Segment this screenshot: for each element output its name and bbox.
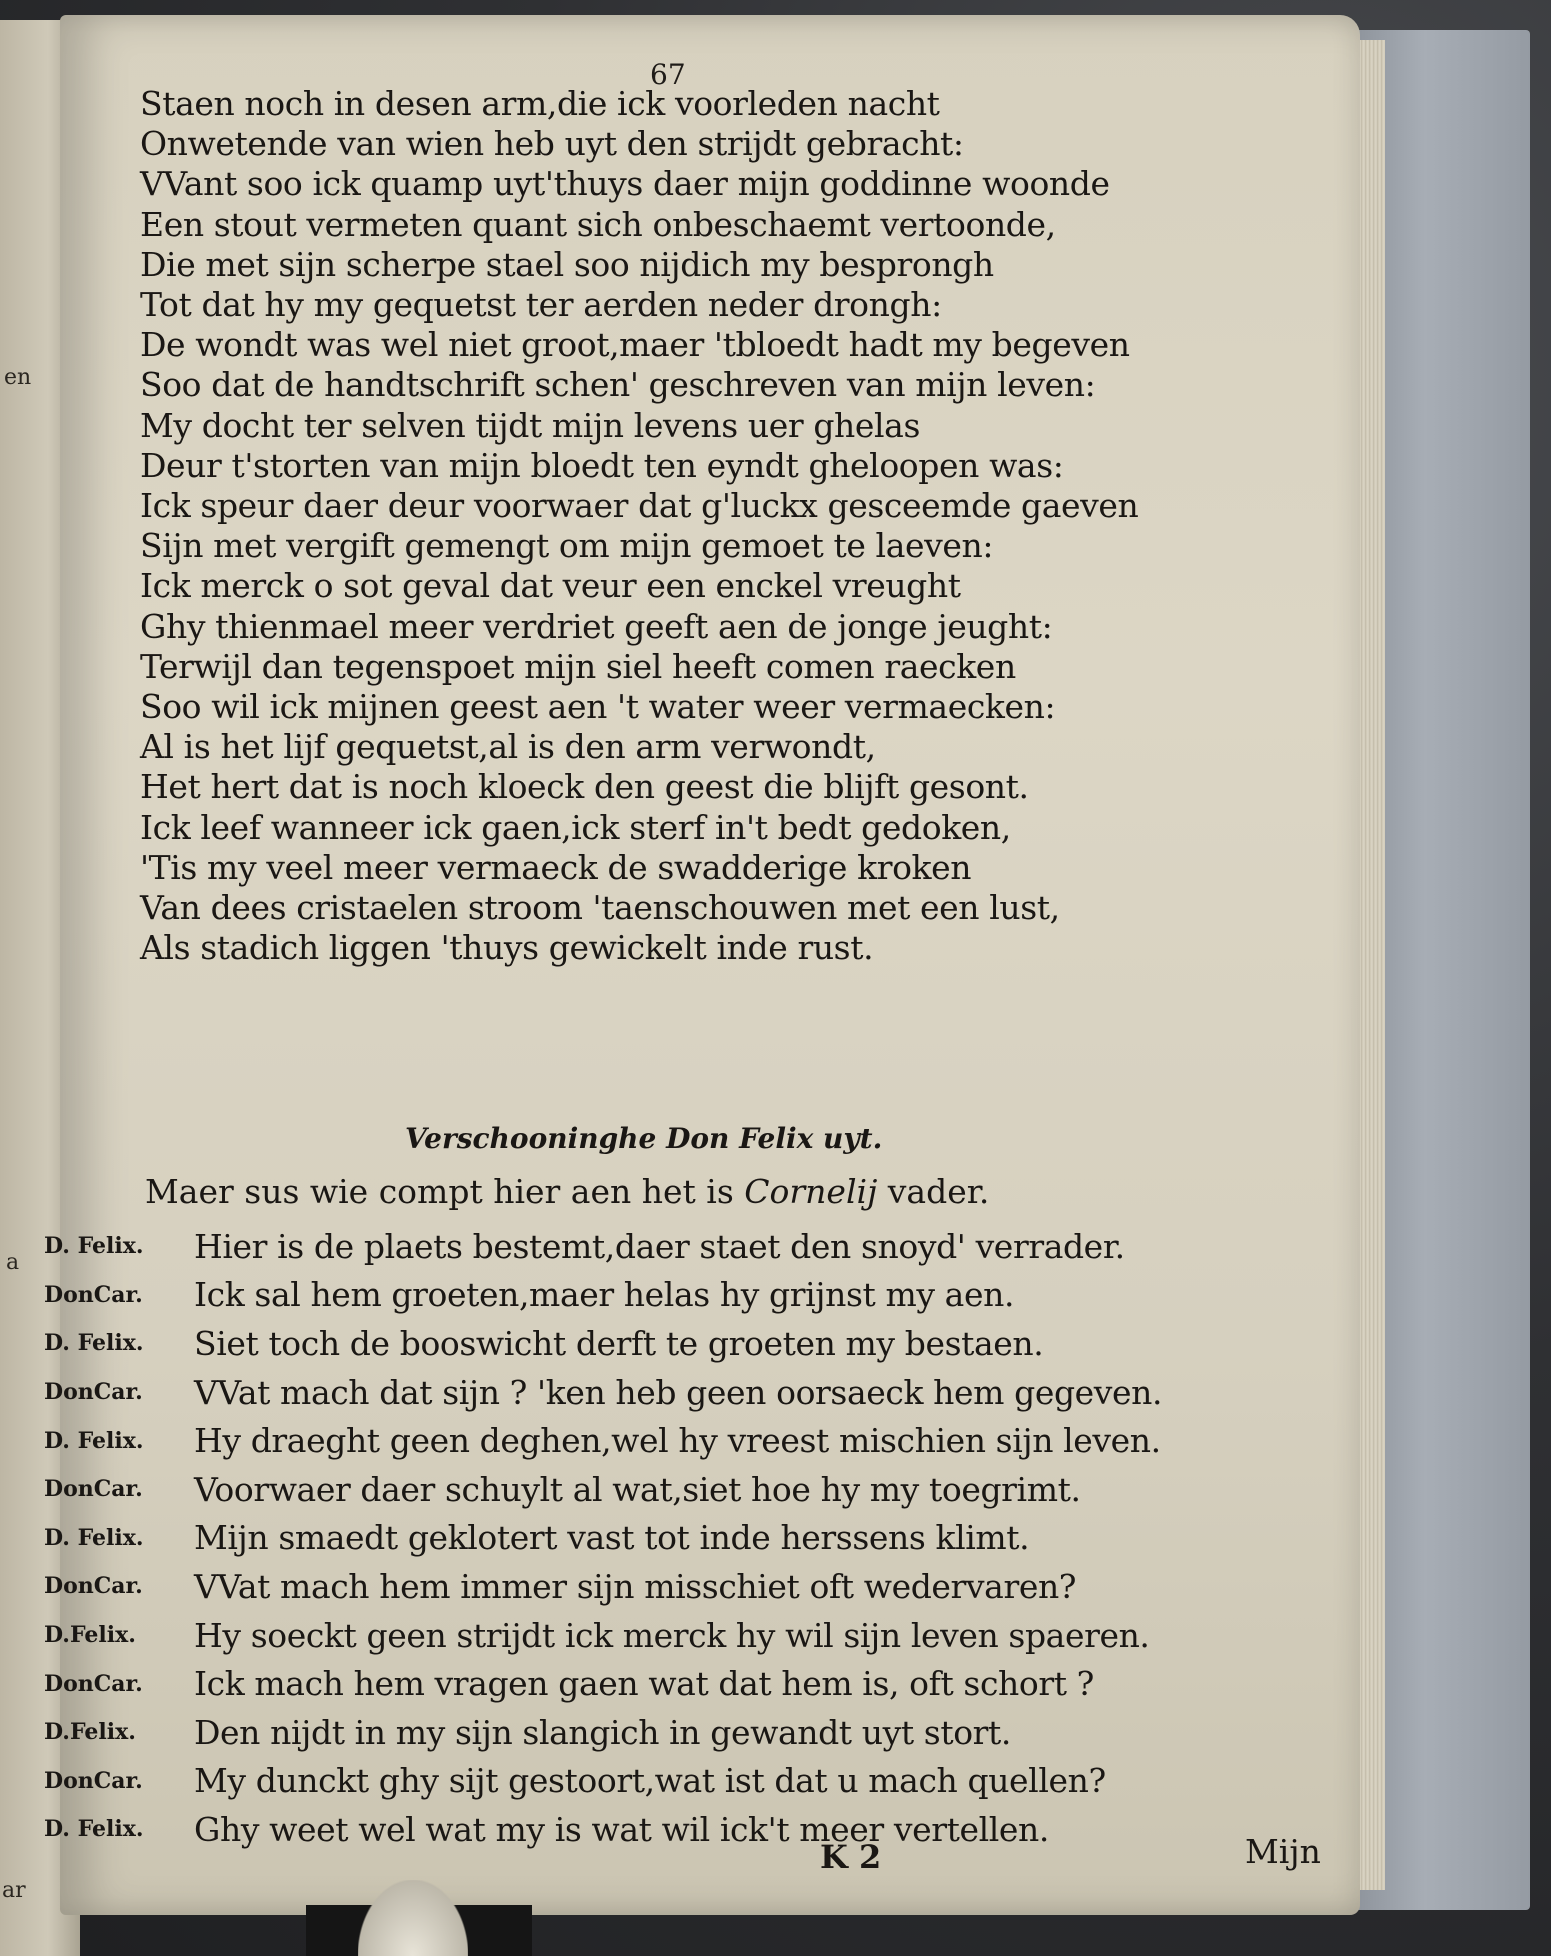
catchword: Mijn xyxy=(1245,1832,1321,1871)
speaker-name: DonCar. xyxy=(44,1281,143,1308)
character-name: Cornelij xyxy=(744,1172,878,1211)
transition-text-end: vader. xyxy=(877,1172,990,1211)
speaker-name: D. Felix. xyxy=(44,1427,144,1454)
verse-line: My docht ter selven tijdt mijn levens uer ghelas xyxy=(140,405,920,445)
speech-line: VVat mach hem immer sijn misschiet oft wedervaren? xyxy=(194,1566,1077,1606)
verse-line: Soo wil ick mijnen geest aen 't water weer vermaecken: xyxy=(140,687,1056,727)
verse-line: Soo dat de handtschrift schen' geschreven van mijn leven: xyxy=(140,365,1096,405)
dialogue-row xyxy=(44,1368,1274,1417)
verse-line: Al is het lijf gequetst,al is den arm verwondt, xyxy=(140,727,876,767)
speaker-name: D.Felix. xyxy=(44,1719,136,1746)
signature-mark: K 2 xyxy=(820,1838,882,1876)
verse-line: Deur t'storten van mijn bloedt ten eyndt gheloopen was: xyxy=(140,445,1064,485)
speech-line: My dunckt ghy sijt gestoort,wat ist dat u mach quellen? xyxy=(194,1761,1106,1801)
dialogue-row xyxy=(44,1465,1274,1514)
dialogue-block xyxy=(44,1222,1274,1854)
speech-line: Hier is de plaets bestemt,daer staet den snoyd' verrader. xyxy=(194,1226,1125,1266)
verse-line: Die met sijn scherpe stael soo nijdich my besprongh xyxy=(140,244,994,284)
verse-line: 'Tis my veel meer vermaeck de swadderige kroken xyxy=(140,847,972,887)
speaker-name: DonCar. xyxy=(44,1379,143,1406)
dialogue-row xyxy=(44,1514,1274,1563)
dialogue-row xyxy=(44,1562,1274,1611)
speech-line: Siet toch de booswicht derft te groeten my bestaen. xyxy=(194,1323,1044,1363)
speaker-name: D. Felix. xyxy=(44,1330,144,1357)
verse-line: Sijn met vergift gemengt om mijn gemoet te laeven: xyxy=(140,526,994,566)
speaker-name: DonCar. xyxy=(44,1573,143,1600)
speaker-name: D. Felix. xyxy=(44,1524,144,1551)
speech-line: Ick sal hem groeten,maer helas hy grijnst my aen. xyxy=(194,1275,1015,1315)
dialogue-row xyxy=(44,1222,1274,1271)
transition-line xyxy=(145,1172,989,1211)
speech-line: Hy soeckt geen strijdt ick merck hy wil sijn leven spaeren. xyxy=(194,1615,1150,1655)
dialogue-row xyxy=(44,1416,1274,1465)
verse-line: Ick merck o sot geval dat veur een enckel vreught xyxy=(140,566,961,606)
verse-line: VVant soo ick quamp uyt'thuys daer mijn goddinne woonde xyxy=(140,164,1110,204)
dialogue-row xyxy=(44,1611,1274,1660)
dialogue-row xyxy=(44,1319,1274,1368)
speaker-name: D. Felix. xyxy=(44,1233,144,1260)
verse-line: Het hert dat is noch kloeck den geest die blijft gesont. xyxy=(140,767,1029,807)
dialogue-row xyxy=(44,1659,1274,1708)
left-page-fragment: a xyxy=(6,1250,20,1275)
speaker-name: D.Felix. xyxy=(44,1622,136,1649)
verse-line: Terwijl dan tegenspoet mijn siel heeft comen raecken xyxy=(140,646,1016,686)
speaker-name: D. Felix. xyxy=(44,1816,144,1843)
speech-line: Den nijdt in my sijn slangich in gewandt uyt stort. xyxy=(194,1712,1011,1752)
verse-line: Van dees cristaelen stroom 'taenschouwen met een lust, xyxy=(140,888,1060,928)
thumb xyxy=(358,1880,468,1956)
speaker-name: DonCar. xyxy=(44,1767,143,1794)
dialogue-row xyxy=(44,1805,1274,1854)
verse-line: Als stadich liggen 'thuys gewickelt inde rust. xyxy=(140,928,874,968)
speech-line: VVat mach dat sijn ? 'ken heb geen oorsaeck hem gegeven. xyxy=(194,1372,1163,1412)
verse-line: Staen noch in desen arm,die ick voorleden nacht xyxy=(140,84,940,123)
dialogue-row xyxy=(44,1757,1274,1806)
speaker-name: DonCar. xyxy=(44,1670,143,1697)
speech-line: Mijn smaedt geklotert vast tot inde herssens klimt. xyxy=(194,1518,1030,1558)
speech-line: Voorwaer daer schuylt al wat,siet hoe hy my toegrimt. xyxy=(194,1469,1081,1509)
left-page-fragment: en xyxy=(4,365,32,390)
speech-line: Ghy weet wel wat my is wat wil ick't meer vertellen. xyxy=(194,1809,1050,1849)
verse-line: De wondt was wel niet groot,maer 'tbloedt hadt my begeven xyxy=(140,325,1130,365)
speech-line: Hy draeght geen deghen,wel hy vreest mischien sijn leven. xyxy=(194,1421,1161,1461)
transition-text: Maer sus wie compt hier aen het is xyxy=(145,1172,745,1211)
speaker-name: DonCar. xyxy=(44,1476,143,1503)
verse-line: Onwetende van wien heb uyt den strijdt gebracht: xyxy=(140,124,964,164)
verse-line: Ick leef wanneer ick gaen,ick sterf in't bedt gedoken, xyxy=(140,807,1011,847)
verse-line: Ghy thienmael meer verdriet geeft aen de jonge jeught: xyxy=(140,606,1053,646)
stage-direction: Verschooninghe Don Felix uyt. xyxy=(405,1122,883,1155)
dialogue-row xyxy=(44,1708,1274,1757)
verse-block xyxy=(140,84,1260,968)
page-number: 67 xyxy=(650,58,686,91)
left-page-fragment: ar xyxy=(2,1878,26,1903)
speech-line: Ick mach hem vragen gaen wat dat hem is, oft schort ? xyxy=(194,1664,1094,1704)
verse-line: Tot dat hy my gequetst ter aerden neder drongh: xyxy=(140,285,942,325)
verse-line: Een stout vermeten quant sich onbeschaemt vertoonde, xyxy=(140,204,1056,244)
dialogue-row xyxy=(44,1271,1274,1320)
verse-line: Ick speur daer deur voorwaer dat g'luckx gesceemde gaeven xyxy=(140,486,1139,526)
